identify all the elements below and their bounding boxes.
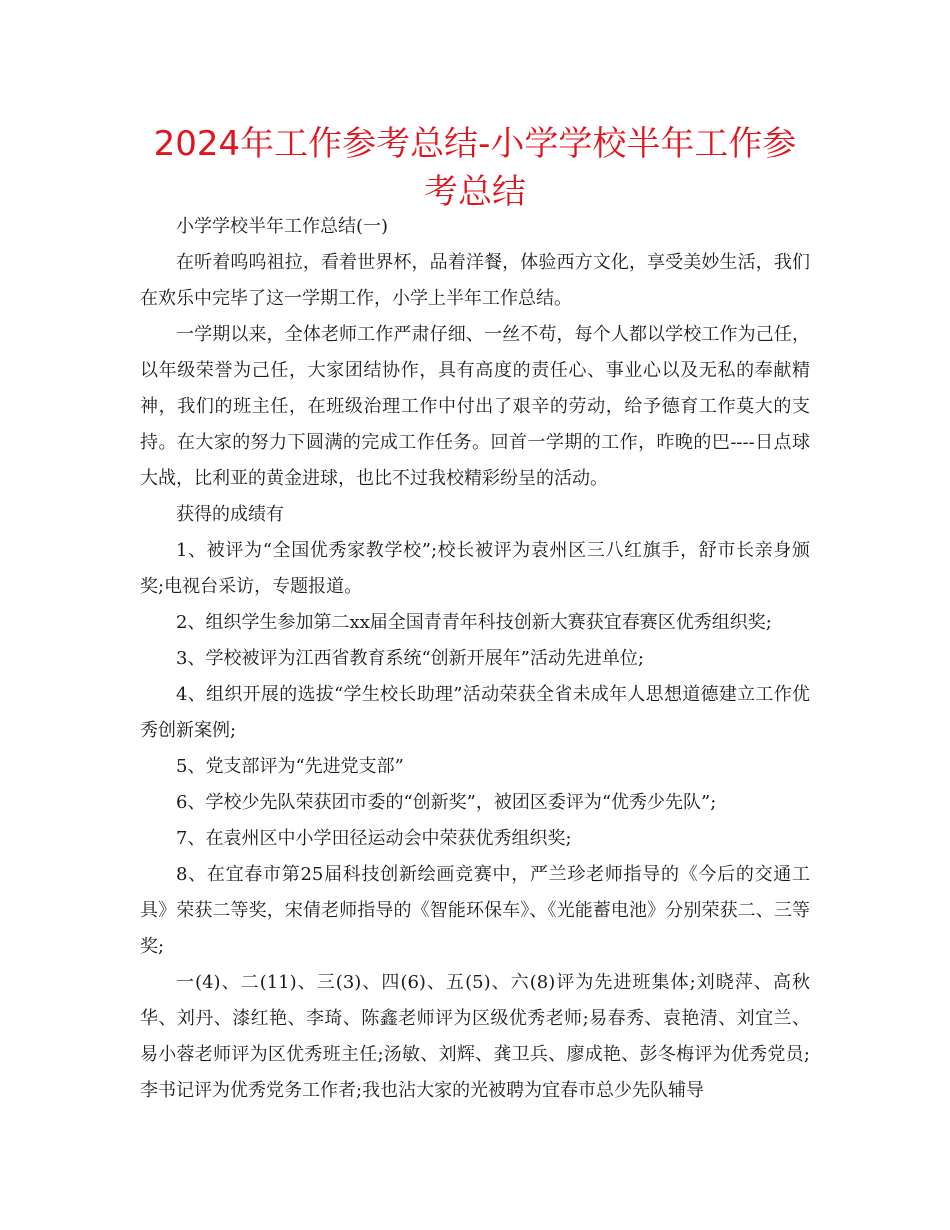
- list-item: 6、学校少先队荣获团市委的“创新奖”，被团区委评为“优秀少先队”;: [176, 792, 717, 813]
- list-item: 7、在袁州区中小学田径运动会中荣获优秀组织奖;: [176, 828, 572, 849]
- list-item: 8、在宜春市第25届科技创新绘画竞赛中，严兰珍老师指导的《今后的交通工具》荣获二等奖，宋倩老师指导的《智能环保车》、《光能蓄电池》分别荣获二、三等奖;: [140, 864, 810, 957]
- list-item: 4、组织开展的选拔“学生校长助理”活动荣获全省未成年人思想道德建立工作优秀创新案例;: [140, 684, 810, 741]
- document-title: 2024年工作参考总结-小学学校半年工作参考总结: [153, 124, 797, 212]
- document-body: [140, 209, 810, 1109]
- paragraph: 一学期以来，全体老师工作严肃仔细、一丝不苟，每个人都以学校工作为己任，以年级荣誉为己任，大家团结协作，具有高度的责任心、事业心以及无私的奉献精神，我们的班主任，在班级治理工作中付出了艰辛的劳动，给予德育工作莫大的支持。在大家的努力下圆满的完成工作任务。回首一学期的工作，昨晚的巴----日点球大战，比利亚的黄金进球，也比不过我校精彩纷呈的活动。: [140, 324, 810, 489]
- list-item: 2、组织学生参加第二xx届全国青青年科技创新大赛获宜春赛区优秀组织奖;: [176, 612, 772, 633]
- paragraph: 获得的成绩有: [176, 504, 284, 525]
- paragraph: 在听着呜呜祖拉，看着世界杯，品着洋餐，体验西方文化，享受美妙生活，我们在欢乐中完毕了这一学期工作，小学上半年工作总结。: [140, 252, 810, 309]
- section-heading: 小学学校半年工作总结(一): [176, 216, 389, 237]
- list-item: 5、党支部评为“先进党支部”: [176, 756, 404, 777]
- list-item: 3、学校被评为江西省教育系统“创新开展年”活动先进单位;: [176, 648, 644, 669]
- list-item: 1、被评为“全国优秀家教学校”;校长被评为袁州区三八红旗手，舒市长亲身颁奖;电视台采访，专题报道。: [140, 540, 810, 597]
- paragraph: 一(4)、二(11)、三(3)、四(6)、五(5)、六(8)评为先进班集体;刘晓萍、高秋华、刘丹、漆红艳、李琦、陈鑫老师评为区级优秀老师;易春秀、袁艳清、刘宜兰、易小蓉老师评为区优秀班主任;汤敏、刘辉、龚卫兵、廖成艳、彭冬梅评为优秀党员;李书记评为优秀党务工作者;我也沾大家的光被聘为宜春市总少先队辅导: [140, 972, 810, 1101]
